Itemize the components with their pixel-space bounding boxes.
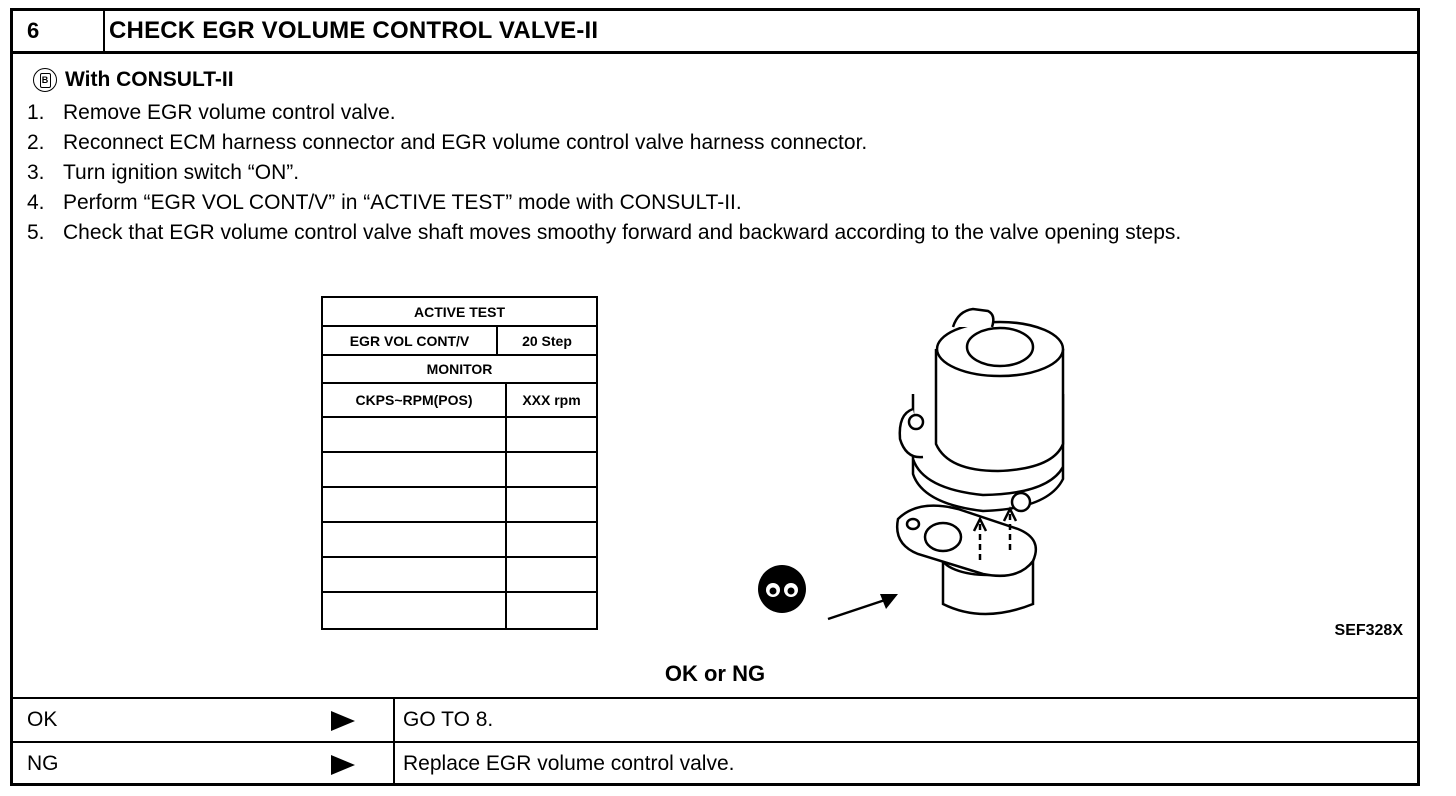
connector-disconnect-symbol-icon xyxy=(755,562,809,616)
result-label: NG xyxy=(27,752,59,775)
monitor-empty-row xyxy=(323,558,596,593)
step-index: 3. xyxy=(27,161,45,184)
step-text: Reconnect ECM harness connector and EGR volume control valve harness connector. xyxy=(63,131,868,154)
active-test-title: ACTIVE TEST xyxy=(413,303,505,320)
right-arrow-icon xyxy=(331,711,355,731)
result-row-ok xyxy=(13,697,1417,741)
result-action: GO TO 8. xyxy=(403,708,494,731)
right-arrow-icon xyxy=(331,755,355,775)
monitor-empty-row xyxy=(323,523,596,558)
procedure-list xyxy=(27,98,1387,248)
step-text: Turn ignition switch “ON”. xyxy=(63,161,300,184)
active-test-item-row xyxy=(323,327,596,356)
active-test-item: EGR VOL CONT/V xyxy=(323,327,498,354)
step-index: 2. xyxy=(27,131,45,154)
monitor-empty-row xyxy=(323,453,596,488)
monitor-value: XXX rpm xyxy=(522,392,581,408)
active-test-title-row xyxy=(323,298,596,327)
monitor-empty-row xyxy=(323,488,596,523)
list-item xyxy=(27,188,1387,218)
step-text: Remove EGR volume control valve. xyxy=(63,101,396,124)
list-item xyxy=(27,158,1387,188)
step-number: 6 xyxy=(13,11,105,51)
monitor-item: CKPS~RPM(POS) xyxy=(323,384,507,416)
result-action: Replace EGR volume control valve. xyxy=(403,752,735,775)
monitor-item-row xyxy=(323,384,596,418)
active-test-value: 20 Step xyxy=(522,332,572,349)
list-item xyxy=(27,218,1387,248)
step-index: 4. xyxy=(27,191,45,214)
monitor-empty-row xyxy=(323,418,596,453)
consult-heading xyxy=(33,68,234,92)
list-item xyxy=(27,128,1387,158)
list-item xyxy=(27,98,1387,128)
step-text: Check that EGR volume control valve shaft moves smoothy forward and backward according to the valve opening steps. xyxy=(63,221,1182,244)
consult-label: With CONSULT-II xyxy=(65,68,234,91)
decision-question: OK or NG xyxy=(664,661,766,686)
result-label: OK xyxy=(27,708,58,731)
monitor-title: MONITOR xyxy=(426,361,493,377)
step-index: 1. xyxy=(27,101,45,124)
result-row-ng xyxy=(13,741,1417,786)
figure-code: SEF328X xyxy=(1334,622,1403,639)
step-index: 5. xyxy=(27,221,45,244)
active-test-screen xyxy=(321,296,598,630)
step-text: Perform “EGR VOL CONT/V” in “ACTIVE TEST” mode with CONSULT-II. xyxy=(63,191,742,214)
consult-tool-icon: B xyxy=(33,68,57,92)
inspection-step-box xyxy=(10,8,1420,786)
monitor-title-row xyxy=(323,356,596,384)
monitor-empty-row xyxy=(323,593,596,628)
step-title: CHECK EGR VOLUME CONTROL VALVE-II xyxy=(109,17,599,44)
step-header xyxy=(13,11,1417,54)
